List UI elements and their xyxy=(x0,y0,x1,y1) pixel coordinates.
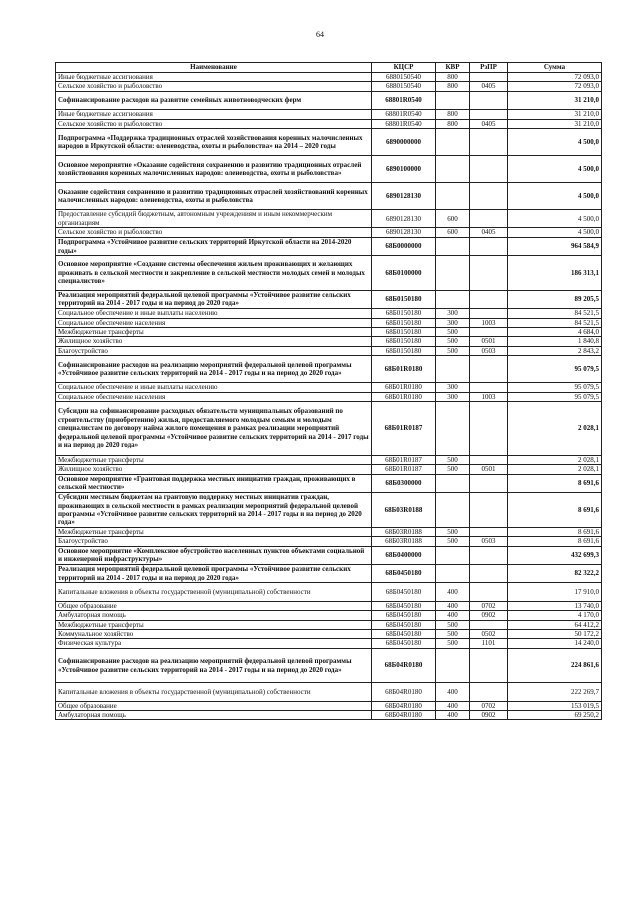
cell-name: Основное мероприятие «Грантовая поддержка местных инициатив граждан, проживающих в сельской местности» xyxy=(56,474,372,492)
cell-rzpr xyxy=(470,210,508,228)
table-row xyxy=(56,183,602,210)
cell-rzpr xyxy=(470,546,508,564)
cell-sum: 69 250,2 xyxy=(508,711,602,720)
cell-kcsr: 68Б04R0180 xyxy=(372,648,436,683)
header-rzpr: РзПР xyxy=(470,63,508,73)
cell-kcsr: 68Б03R0188 xyxy=(372,527,436,536)
cell-name: Реализация мероприятий федеральной целевой программы «Устойчивое развитие сельских территорий на 2014 - 2017 годы и на период до 2020 года» xyxy=(56,290,372,308)
cell-kcsr: 68Б01R0187 xyxy=(372,401,436,455)
cell-rzpr xyxy=(470,129,508,156)
cell-name: Капитальные вложения в объекты государственной (муниципальной) собственности xyxy=(56,683,372,701)
cell-kcsr: 68Б0150180 xyxy=(372,327,436,336)
cell-name: Основное мероприятие «Оказание содействия сохранению и развитию традиционных отраслей хозяйствования коренных малочисленных народов: оленеводства, охоты и рыболовства» xyxy=(56,156,372,183)
cell-kcsr: 68Б0150180 xyxy=(372,346,436,355)
cell-name: Подпрограмма «Устойчивое развитие сельских территорий Иркутской области на 2014-2020 годы» xyxy=(56,237,372,255)
header-kvr: КВР xyxy=(436,63,470,73)
cell-rzpr xyxy=(470,91,508,109)
table-row xyxy=(56,537,602,546)
table-header-row xyxy=(56,63,602,73)
cell-rzpr xyxy=(470,583,508,601)
cell-rzpr xyxy=(470,527,508,536)
cell-kcsr: 68Б03R0188 xyxy=(372,493,436,528)
cell-sum: 4 500,0 xyxy=(508,210,602,228)
table-row xyxy=(56,527,602,536)
cell-kcsr: 68Б0000000 xyxy=(372,237,436,255)
table-row xyxy=(56,648,602,683)
cell-rzpr xyxy=(470,183,508,210)
cell-rzpr: 0702 xyxy=(470,701,508,710)
cell-sum: 72 093,0 xyxy=(508,82,602,91)
cell-kvr xyxy=(436,91,470,109)
table-row xyxy=(56,465,602,474)
cell-rzpr: 0501 xyxy=(470,465,508,474)
table-row xyxy=(56,356,602,383)
cell-kcsr: 68Б01R0180 xyxy=(372,383,436,392)
table-row xyxy=(56,309,602,318)
cell-kcsr: 68Б0100000 xyxy=(372,256,436,291)
cell-rzpr xyxy=(470,290,508,308)
cell-kvr xyxy=(436,546,470,564)
cell-sum: 31 210,0 xyxy=(508,110,602,119)
cell-rzpr xyxy=(470,683,508,701)
cell-kcsr: 6880150540 xyxy=(372,73,436,82)
cell-sum: 82 322,2 xyxy=(508,564,602,582)
cell-kvr xyxy=(436,474,470,492)
cell-sum: 13 740,0 xyxy=(508,601,602,610)
cell-kvr xyxy=(436,183,470,210)
table-row xyxy=(56,228,602,237)
cell-rzpr xyxy=(470,327,508,336)
cell-kcsr: 68Б0400000 xyxy=(372,546,436,564)
cell-kcsr: 68Б0150180 xyxy=(372,337,436,346)
cell-sum: 14 240,0 xyxy=(508,639,602,648)
table-row xyxy=(56,620,602,629)
cell-name: Амбулаторная помощь xyxy=(56,711,372,720)
cell-kcsr: 68801R0540 xyxy=(372,119,436,128)
table-row xyxy=(56,683,602,701)
cell-rzpr xyxy=(470,383,508,392)
cell-name: Социальное обеспечение населения xyxy=(56,318,372,327)
cell-rzpr xyxy=(470,237,508,255)
cell-kcsr: 68801R0540 xyxy=(372,91,436,109)
cell-name: Межбюджетные трансферты xyxy=(56,327,372,336)
cell-sum: 964 584,9 xyxy=(508,237,602,255)
cell-name: Софинансирование расходов на развитие семейных животноводческих ферм xyxy=(56,91,372,109)
cell-kcsr: 68Б01R0180 xyxy=(372,392,436,401)
cell-sum: 4 500,0 xyxy=(508,183,602,210)
cell-sum: 4 500,0 xyxy=(508,156,602,183)
cell-kvr: 400 xyxy=(436,601,470,610)
cell-name: Субсидии на софинансирование расходных обязательств муниципальных образований по строительству (приобретению) жилья, предоставляемого молодым семьям и молодым специалистам по договору найма жилого помещения в рамках реализации мероприятий федеральной целевой программы «Устойчивое развитие сельских территорий на 2014 - 2017 годы и на период до 2020 года» xyxy=(56,401,372,455)
cell-kvr: 400 xyxy=(436,683,470,701)
cell-rzpr xyxy=(470,356,508,383)
cell-kvr: 300 xyxy=(436,383,470,392)
cell-sum: 31 210,0 xyxy=(508,91,602,109)
cell-kvr xyxy=(436,256,470,291)
cell-kvr: 400 xyxy=(436,583,470,601)
cell-sum: 4 500,0 xyxy=(508,129,602,156)
cell-kvr: 600 xyxy=(436,228,470,237)
cell-sum: 153 019,5 xyxy=(508,701,602,710)
cell-rzpr xyxy=(470,455,508,464)
table-row xyxy=(56,327,602,336)
cell-name: Основное мероприятие «Комплексное обустройство населенных пунктов объектами социальной и инженерной инфраструктуры» xyxy=(56,546,372,564)
cell-name: Основное мероприятие «Создание системы обеспечения жильем проживающих и желающих проживать в сельской местности и закрепление в сельской местности молодых семей и молодых специалистов» xyxy=(56,256,372,291)
cell-name: Коммунальное хозяйство xyxy=(56,629,372,638)
cell-sum: 17 910,0 xyxy=(508,583,602,601)
cell-kcsr: 68Б0150180 xyxy=(372,309,436,318)
cell-kcsr: 68Б0450180 xyxy=(372,611,436,620)
table-row xyxy=(56,601,602,610)
cell-sum: 89 205,5 xyxy=(508,290,602,308)
table-row xyxy=(56,290,602,308)
cell-kvr: 300 xyxy=(436,318,470,327)
cell-sum: 2 028,1 xyxy=(508,401,602,455)
cell-kvr xyxy=(436,156,470,183)
cell-sum: 84 521,5 xyxy=(508,318,602,327)
cell-kvr xyxy=(436,564,470,582)
cell-rzpr: 0702 xyxy=(470,601,508,610)
cell-name: Жилищное хозяйство xyxy=(56,337,372,346)
cell-kvr: 800 xyxy=(436,119,470,128)
cell-name: Предоставление субсидий бюджетным, автономным учреждениям и иным некоммерческим организациям xyxy=(56,210,372,228)
cell-kvr: 300 xyxy=(436,392,470,401)
table-row xyxy=(56,256,602,291)
cell-name: Общее образование xyxy=(56,601,372,610)
cell-kvr: 500 xyxy=(436,537,470,546)
cell-kcsr: 68801R0540 xyxy=(372,110,436,119)
table-body xyxy=(56,73,602,720)
cell-kvr xyxy=(436,356,470,383)
cell-rzpr xyxy=(470,620,508,629)
table-row xyxy=(56,583,602,601)
cell-name: Капитальные вложения в объекты государственной (муниципальной) собственности xyxy=(56,583,372,601)
cell-kcsr: 68Б04R0180 xyxy=(372,683,436,701)
cell-kcsr: 68Б04R0180 xyxy=(372,701,436,710)
table-row xyxy=(56,210,602,228)
table-row xyxy=(56,639,602,648)
cell-kvr: 500 xyxy=(436,639,470,648)
cell-sum: 4 170,0 xyxy=(508,611,602,620)
header-name: Наименование xyxy=(56,63,372,73)
cell-rzpr xyxy=(470,493,508,528)
cell-rzpr: 0405 xyxy=(470,82,508,91)
cell-kvr: 500 xyxy=(436,620,470,629)
cell-sum: 8 691,6 xyxy=(508,537,602,546)
cell-rzpr: 0405 xyxy=(470,119,508,128)
table-row xyxy=(56,156,602,183)
table-row xyxy=(56,611,602,620)
cell-name: Оказание содействия сохранению и развитию традиционных отраслей хозяйствований коренных малочисленных народов: оленеводства, охоты и рыболовства xyxy=(56,183,372,210)
cell-kcsr: 68Б04R0180 xyxy=(372,711,436,720)
cell-kvr xyxy=(436,237,470,255)
cell-name: Социальное обеспечение населения xyxy=(56,392,372,401)
table-row xyxy=(56,383,602,392)
cell-kvr xyxy=(436,290,470,308)
cell-sum: 2 028,1 xyxy=(508,465,602,474)
table-row xyxy=(56,493,602,528)
cell-sum: 4 500,0 xyxy=(508,228,602,237)
cell-rzpr xyxy=(470,648,508,683)
cell-name: Социальное обеспечение и иные выплаты населению xyxy=(56,309,372,318)
table-row xyxy=(56,401,602,455)
cell-sum: 31 210,0 xyxy=(508,119,602,128)
cell-sum: 186 313,1 xyxy=(508,256,602,291)
cell-rzpr xyxy=(470,73,508,82)
cell-kcsr: 68Б01R0180 xyxy=(372,356,436,383)
cell-kvr: 500 xyxy=(436,327,470,336)
cell-rzpr xyxy=(470,256,508,291)
cell-kvr: 400 xyxy=(436,701,470,710)
cell-rzpr: 1003 xyxy=(470,318,508,327)
cell-kvr: 500 xyxy=(436,527,470,536)
cell-kvr: 500 xyxy=(436,455,470,464)
cell-rzpr: 0501 xyxy=(470,337,508,346)
cell-rzpr: 1101 xyxy=(470,639,508,648)
cell-rzpr: 0502 xyxy=(470,629,508,638)
table-row xyxy=(56,82,602,91)
cell-kcsr: 68Б0450180 xyxy=(372,601,436,610)
cell-kcsr: 68Б0450180 xyxy=(372,639,436,648)
cell-kvr xyxy=(436,493,470,528)
cell-rzpr: 0405 xyxy=(470,228,508,237)
cell-kcsr: 68Б03R0188 xyxy=(372,537,436,546)
cell-name: Подпрограмма «Поддержка традиционных отраслей хозяйствования коренных малочисленных народов в Иркутской области: оленеводства, охоты и рыболовства» на 2014 – 2020 годы xyxy=(56,129,372,156)
cell-name: Амбулаторная помощь xyxy=(56,611,372,620)
cell-name: Межбюджетные трансферты xyxy=(56,620,372,629)
table-row xyxy=(56,474,602,492)
cell-kvr: 800 xyxy=(436,73,470,82)
table-row xyxy=(56,392,602,401)
cell-rzpr xyxy=(470,564,508,582)
table-row xyxy=(56,337,602,346)
table-row xyxy=(56,110,602,119)
cell-kcsr: 68Б01R0187 xyxy=(372,455,436,464)
cell-kcsr: 68Б0450180 xyxy=(372,583,436,601)
cell-name: Сельское хозяйство и рыболовство xyxy=(56,82,372,91)
cell-name: Социальное обеспечение и иные выплаты населению xyxy=(56,383,372,392)
cell-name: Софинансирование расходов на реализацию мероприятий федеральной целевой программы «Устойчивое развитие сельских территорий на 2014 - 2017 годы и на период до 2020 года» xyxy=(56,356,372,383)
table-row xyxy=(56,91,602,109)
cell-sum: 8 691,6 xyxy=(508,527,602,536)
cell-sum: 84 521,5 xyxy=(508,309,602,318)
cell-rzpr: 1003 xyxy=(470,392,508,401)
cell-name: Сельское хозяйство и рыболовство xyxy=(56,119,372,128)
cell-kcsr: 68Б01R0187 xyxy=(372,465,436,474)
cell-kvr: 800 xyxy=(436,82,470,91)
cell-rzpr xyxy=(470,309,508,318)
cell-rzpr xyxy=(470,156,508,183)
cell-name: Физическая культура xyxy=(56,639,372,648)
cell-kvr: 300 xyxy=(436,309,470,318)
cell-rzpr: 0503 xyxy=(470,537,508,546)
cell-sum: 64 412,2 xyxy=(508,620,602,629)
table-row xyxy=(56,129,602,156)
cell-kcsr: 68Б0450180 xyxy=(372,620,436,629)
cell-name: Сельское хозяйство и рыболовство xyxy=(56,228,372,237)
cell-kcsr: 68Б0150180 xyxy=(372,318,436,327)
cell-kcsr: 6890128130 xyxy=(372,183,436,210)
cell-kvr: 500 xyxy=(436,629,470,638)
cell-kvr: 500 xyxy=(436,346,470,355)
cell-name: Благоустройство xyxy=(56,346,372,355)
cell-sum: 2 843,2 xyxy=(508,346,602,355)
cell-sum: 95 079,5 xyxy=(508,392,602,401)
table-row xyxy=(56,711,602,720)
cell-kvr xyxy=(436,129,470,156)
cell-sum: 4 684,0 xyxy=(508,327,602,336)
cell-kvr: 400 xyxy=(436,611,470,620)
cell-name: Жилищное хозяйство xyxy=(56,465,372,474)
cell-name: Благоустройство xyxy=(56,537,372,546)
cell-name: Межбюджетные трансферты xyxy=(56,527,372,536)
cell-sum: 222 269,7 xyxy=(508,683,602,701)
cell-kcsr: 6890000000 xyxy=(372,129,436,156)
cell-rzpr: 0503 xyxy=(470,346,508,355)
budget-table xyxy=(55,62,602,720)
cell-name: Иные бюджетные ассигнования xyxy=(56,73,372,82)
cell-kvr: 400 xyxy=(436,711,470,720)
cell-kcsr: 68Б0150180 xyxy=(372,290,436,308)
cell-kvr: 500 xyxy=(436,337,470,346)
table-row xyxy=(56,119,602,128)
cell-sum: 2 028,1 xyxy=(508,455,602,464)
cell-kcsr: 68Б0300000 xyxy=(372,474,436,492)
header-sum: Сумма xyxy=(508,63,602,73)
cell-sum: 1 840,8 xyxy=(508,337,602,346)
table-row xyxy=(56,629,602,638)
cell-name: Межбюджетные трансферты xyxy=(56,455,372,464)
table-row xyxy=(56,346,602,355)
table-row xyxy=(56,455,602,464)
cell-kcsr: 6890128130 xyxy=(372,210,436,228)
table-row xyxy=(56,701,602,710)
cell-rzpr: 0902 xyxy=(470,611,508,620)
cell-kcsr: 68Б0450180 xyxy=(372,629,436,638)
table-row xyxy=(56,318,602,327)
cell-sum: 432 699,3 xyxy=(508,546,602,564)
table-row xyxy=(56,237,602,255)
cell-name: Общее образование xyxy=(56,701,372,710)
cell-sum: 95 079,5 xyxy=(508,383,602,392)
cell-kvr: 600 xyxy=(436,210,470,228)
cell-name: Софинансирование расходов на реализацию мероприятий федеральной целевой программы «Устойчивое развитие сельских территорий на 2014 - 2017 годы и на период до 2020 года» xyxy=(56,648,372,683)
cell-kcsr: 68Б0450180 xyxy=(372,564,436,582)
cell-name: Реализация мероприятий федеральной целевой программы «Устойчивое развитие сельских территорий на 2014 - 2017 годы и на период до 2020 года» xyxy=(56,564,372,582)
cell-name: Субсидии местным бюджетам на грантовую поддержку местных инициатив граждан, проживающих в сельской местности в рамках реализации мероприятий федеральной целевой программы «Устойчивое развитие сельских территорий на 2014 - 2017 годы и на период до 2020 года» xyxy=(56,493,372,528)
cell-kvr xyxy=(436,648,470,683)
cell-rzpr xyxy=(470,110,508,119)
cell-sum: 72 093,0 xyxy=(508,73,602,82)
page-number: 64 xyxy=(316,30,324,39)
table-row xyxy=(56,564,602,582)
cell-name: Иные бюджетные ассигнования xyxy=(56,110,372,119)
cell-sum: 95 079,5 xyxy=(508,356,602,383)
cell-kcsr: 6880150540 xyxy=(372,82,436,91)
cell-kcsr: 6890128130 xyxy=(372,228,436,237)
cell-sum: 224 861,6 xyxy=(508,648,602,683)
cell-sum: 8 691,6 xyxy=(508,493,602,528)
cell-kvr: 800 xyxy=(436,110,470,119)
cell-kvr xyxy=(436,401,470,455)
cell-rzpr xyxy=(470,401,508,455)
header-kcsr: КЦСР xyxy=(372,63,436,73)
cell-rzpr: 0902 xyxy=(470,711,508,720)
cell-sum: 50 172,2 xyxy=(508,629,602,638)
table-row xyxy=(56,73,602,82)
cell-rzpr xyxy=(470,474,508,492)
cell-kcsr: 6890100000 xyxy=(372,156,436,183)
table-row xyxy=(56,546,602,564)
cell-kvr: 500 xyxy=(436,465,470,474)
cell-sum: 8 691,6 xyxy=(508,474,602,492)
